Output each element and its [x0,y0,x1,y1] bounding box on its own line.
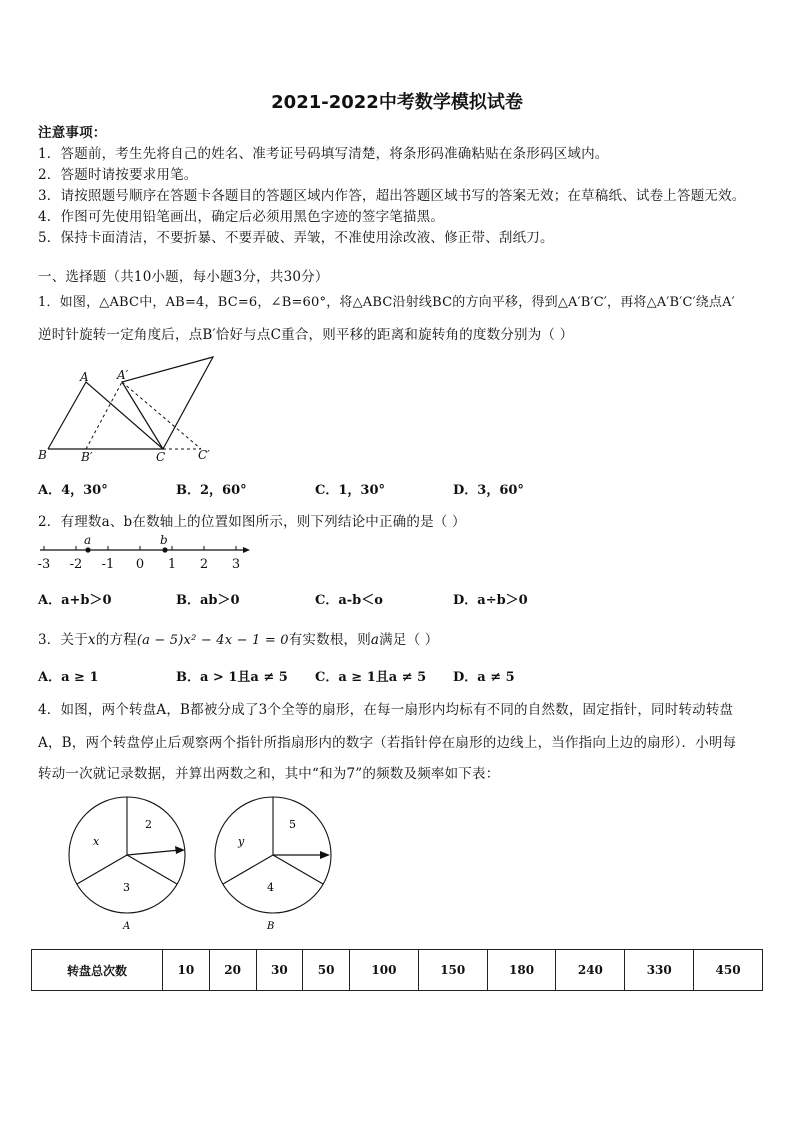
q3-option-c: C．a ≥ 1且a ≠ 5 [315,670,427,685]
table-row [32,950,763,991]
q4-stem-line2: A，B，两个转盘停止后观察两个指针所指扇形内的数字（若指针停在扇形的边线上，当作指向上边的扇形）．小明每 [38,735,737,751]
q1-option-b: B．2，60° [176,483,247,498]
dashed-a-prime-c-prime [122,382,201,449]
spinner-b-pointer-head [320,851,330,859]
label-b-prime: B′ [81,450,93,464]
table-cell: 240 [556,950,625,991]
table-cell: 180 [487,950,556,991]
label-c: C [156,450,166,464]
label-a-prime: A′ [117,368,129,382]
spinner-a-caption: A [123,921,131,932]
table-cell: 30 [256,950,303,991]
tick-label: 3 [231,557,241,572]
note-item-1: 1．答题前，考生先将自己的姓名、准考证号码填写清楚，将条形码准确粘贴在条形码区域内。 [38,146,609,162]
spinner-a [69,797,185,932]
table-cell: 10 [163,950,210,991]
q3-stem-mid: 的方程 [95,632,137,648]
note-item-5: 5．保持卡面清洁，不要折暴、不要弄破、弄皱，不准使用涂改液、修正带、刮纸刀。 [38,230,554,246]
q3-stem-end: 满足（ ） [379,632,439,648]
tick-label: 2 [199,557,209,572]
spinner-a-sector-3: 3 [123,881,130,894]
q2-stem: 2．有理数a、b在数轴上的位置如图所示，则下列结论中正确的是（ ） [38,514,466,530]
q3-stem [38,628,438,648]
q3-stem-pre: 3．关于 [38,632,88,648]
note-item-2: 2．答题时请按要求用笔。 [38,167,198,183]
point-b-label: b [160,533,168,547]
tick-label: -3 [37,557,51,572]
spinner-a-pointer [127,850,180,855]
label-a: A [80,370,89,384]
q1-option-a: A．4，30° [38,483,108,498]
q3-option-a: A．a ≥ 1 [38,670,99,685]
table-cell: 50 [303,950,350,991]
table-cell: 450 [694,950,763,991]
frequency-table [31,949,763,991]
tick-label: -1 [101,557,115,572]
triangle-abc [48,382,163,449]
q2-option-c: C．a-b＜o [315,593,383,608]
tick-label: -2 [69,557,83,572]
table-cell: 150 [418,950,487,991]
point-b-dot [162,547,167,552]
page-title: 2021-2022中考数学模拟试卷 [271,92,523,113]
q3-equation: (a − 5)x² − 4x − 1 = 0 [136,633,289,648]
table-header-cell: 转盘总次数 [32,950,163,991]
point-a-dot [85,547,90,552]
note-item-4: 4．作图可先使用铅笔画出，确定后必须用黑色字迹的签字笔描黑。 [38,209,445,225]
point-a-label: a [84,533,92,547]
q1-option-c: C．1，30° [315,483,385,498]
q2-option-a: A．a+b＞0 [38,593,112,608]
note-item-3: 3．请按照题号顺序在答题卡各题目的答题区域内作答，超出答题区域书写的答案无效；在草稿纸、试卷上答题无效。 [38,188,746,204]
q4-stem-line3: 转动一次就记录数据，并算出两数之和，其中“和为7”的频数及频率如下表： [38,766,500,782]
spinner-b-caption: B [267,921,275,932]
notes-heading: 注意事项： [38,125,107,141]
number-line [34,532,256,572]
table-cell: 20 [209,950,256,991]
q1-stem-line1: 1．如图，△ABC中，AB=4，BC=6，∠B=60°，将△ABC沿射线BC的方向平移，得到△A′B′C′，再将△A′B′C′绕点A′ [38,295,735,310]
rotated-triangle [122,357,213,449]
q3-option-b: B．a > 1且a ≠ 5 [176,670,288,685]
label-b: B [38,448,47,462]
q3-stem-post: 有实数根，则 [288,632,371,648]
spinner-a-sector-x: x [93,835,100,848]
number-line-arrow [243,547,250,553]
spinner-b-sector-5: 5 [289,818,296,831]
dashed-a-prime-b-prime [86,382,122,449]
spinner-b-sector-y: y [238,835,245,848]
spinner-b-sector-4: 4 [267,881,274,894]
q2-option-d: D．a÷b＞0 [453,593,528,608]
spinner-a-pointer-head [175,846,185,854]
tick-label: 0 [135,557,145,572]
q3-option-d: D．a ≠ 5 [453,670,515,685]
q3-var-x: x [87,632,96,648]
label-c-prime: C′ [198,448,210,462]
table-cell: 330 [625,950,694,991]
q1-triangle-figure [32,355,222,467]
section-heading: 一、选择题（共10小题，每小题3分，共30分） [38,269,329,285]
table-cell: 100 [350,950,419,991]
q3-var-a: a [370,632,380,648]
spinners-figure [60,790,350,935]
tick-label: 1 [167,557,177,572]
q2-option-b: B．ab＞0 [176,593,240,608]
q1-stem-line2: 逆时针旋转一定角度后，点B′恰好与点C重合，则平移的距离和旋转角的度数分别为（ ） [38,327,574,343]
spinner-a-sector-2: 2 [145,818,152,831]
q4-stem-line1: 4．如图，两个转盘A，B都被分成了3个全等的扇形，在每一扇形内均标有不同的自然数，固定指针，同时转动转盘 [38,702,734,718]
spinner-b [215,797,331,932]
q1-option-d: D．3，60° [453,483,524,498]
